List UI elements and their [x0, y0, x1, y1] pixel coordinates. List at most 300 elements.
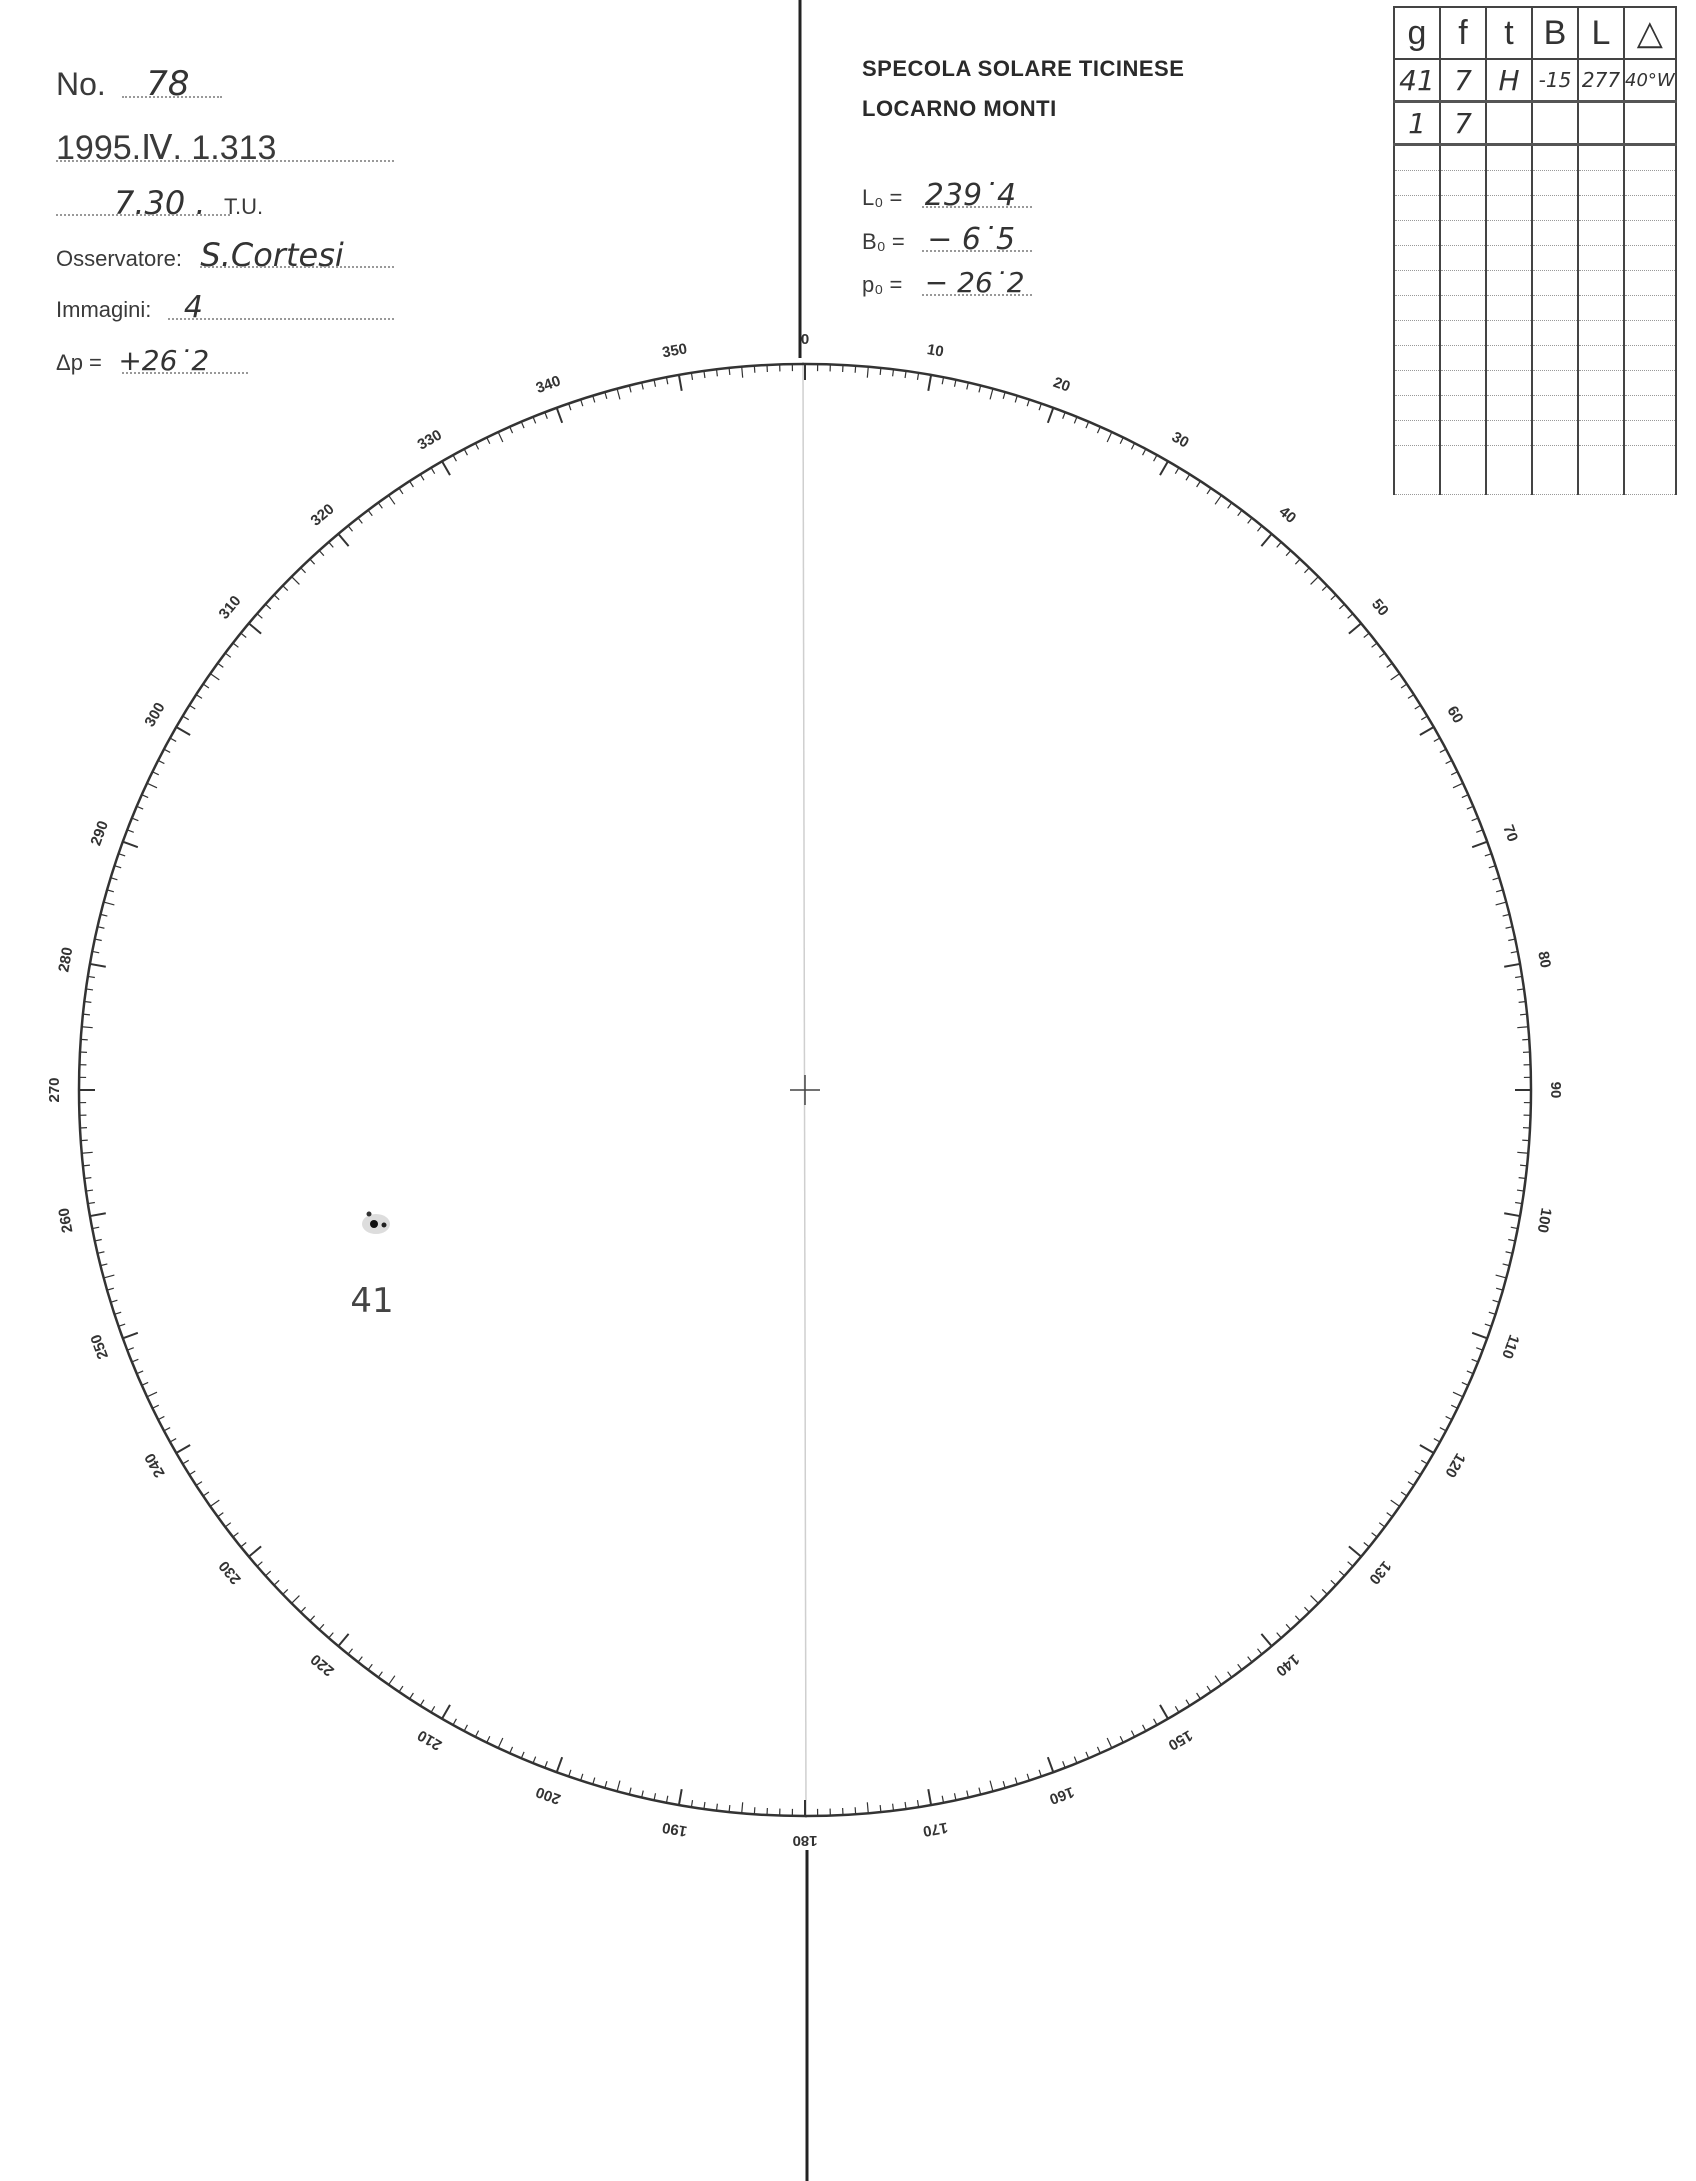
tick-mark	[1322, 1589, 1327, 1594]
tick-mark	[453, 455, 456, 461]
tick-mark	[1331, 1580, 1336, 1585]
tick-mark	[1143, 449, 1146, 455]
tick-mark	[1248, 518, 1252, 524]
tick-mark	[249, 623, 261, 633]
tick-mark	[225, 1523, 231, 1527]
tick-mark	[225, 653, 231, 657]
tick-mark	[1420, 727, 1434, 735]
tick-mark	[617, 1781, 620, 1792]
time-field	[114, 184, 263, 222]
tick-mark	[82, 1027, 93, 1028]
tick-mark	[1339, 604, 1344, 609]
tick-mark	[1027, 400, 1029, 407]
date-field	[56, 128, 276, 168]
cell-B: -15	[1532, 59, 1578, 102]
tick-mark	[104, 1275, 115, 1278]
tick-mark	[1421, 716, 1427, 720]
tick-mark	[1408, 695, 1414, 699]
tick-mark	[1015, 396, 1017, 403]
tick-mark	[1434, 1439, 1440, 1442]
tick-mark	[358, 1657, 362, 1663]
cell-f: 7	[1440, 59, 1486, 102]
tick-mark	[1451, 772, 1457, 775]
tick-mark	[581, 400, 583, 407]
tick-mark	[1131, 443, 1134, 449]
tick-label: 170	[921, 1818, 950, 1840]
tick-mark	[1074, 1757, 1077, 1763]
tick-mark	[368, 510, 372, 516]
tick-label: 270	[45, 1077, 63, 1103]
tick-mark	[967, 1791, 969, 1798]
tick-mark	[358, 518, 362, 524]
date-value: 1995.Ⅳ. 1.313	[56, 129, 277, 167]
tick-mark	[1520, 1165, 1527, 1166]
tick-mark	[475, 443, 478, 449]
tick-mark	[1304, 1607, 1309, 1612]
tick-mark	[928, 1789, 931, 1805]
tick-mark	[593, 1778, 595, 1785]
tick-mark	[442, 461, 450, 475]
tick-mark	[654, 1793, 655, 1800]
tick-mark	[1261, 1634, 1271, 1646]
tick-mark	[399, 1686, 403, 1692]
tick-mark	[979, 1788, 981, 1795]
table-row	[1394, 196, 1676, 221]
tick-mark	[679, 1789, 682, 1805]
tick-mark	[545, 1761, 548, 1768]
tick-mark	[265, 604, 270, 609]
tick-label: 230	[215, 1557, 245, 1588]
tick-mark	[1391, 1500, 1400, 1506]
cell-f: 7	[1440, 102, 1486, 145]
tick-mark	[420, 474, 424, 480]
table-row	[1394, 102, 1676, 145]
tick-mark	[1364, 633, 1369, 637]
tick-mark	[164, 1428, 170, 1431]
cell-delta: 40°W	[1624, 59, 1676, 102]
tick-mark	[431, 1706, 435, 1712]
tick-mark	[1257, 526, 1261, 531]
tick-mark	[1467, 806, 1473, 809]
tick-mark	[1348, 614, 1353, 619]
B0-label: B₀ =	[862, 229, 905, 254]
tick-label: 70	[1499, 822, 1522, 845]
tick-label: 90	[1547, 1081, 1565, 1099]
tick-mark	[1286, 550, 1291, 555]
tick-mark	[1493, 878, 1500, 880]
tick-label: 200	[533, 1783, 563, 1808]
tick-mark	[954, 380, 955, 387]
tick-mark	[1186, 474, 1190, 480]
tick-mark	[654, 380, 655, 387]
tick-mark	[101, 1264, 108, 1266]
table-row	[1394, 421, 1676, 446]
tick-label: 20	[1050, 373, 1073, 396]
tick-mark	[1485, 1324, 1492, 1326]
tick-mark	[183, 1460, 189, 1464]
tick-mark	[170, 738, 176, 741]
cell-L	[1578, 102, 1624, 145]
tick-mark	[954, 1793, 955, 1800]
tick-label: 160	[1047, 1783, 1077, 1808]
table-row	[1394, 171, 1676, 196]
tick-mark	[867, 1802, 868, 1813]
tick-mark	[283, 586, 288, 591]
tick-mark	[557, 1757, 562, 1772]
tick-mark	[487, 1736, 490, 1742]
tick-mark	[1154, 1719, 1157, 1725]
tick-mark	[1207, 488, 1211, 494]
tick-mark	[82, 1152, 93, 1153]
cell-L: 277	[1578, 59, 1624, 102]
tick-mark	[1364, 1542, 1369, 1546]
tick-mark	[115, 1312, 122, 1314]
tick-label: 350	[660, 340, 689, 362]
tick-mark	[867, 367, 868, 378]
tick-mark	[569, 1770, 571, 1777]
tick-mark	[893, 1804, 894, 1811]
tick-mark	[399, 488, 403, 494]
observer-dots	[200, 266, 394, 268]
tick-mark	[1506, 927, 1513, 929]
tick-mark	[410, 481, 414, 487]
tick-mark	[210, 674, 219, 680]
tick-mark	[464, 449, 467, 455]
tick-mark	[1446, 760, 1452, 763]
tick-mark	[210, 1500, 219, 1506]
tick-mark	[510, 427, 513, 433]
tick-mark	[1519, 1178, 1526, 1179]
tick-mark	[123, 1333, 138, 1338]
tick-mark	[1131, 1731, 1134, 1737]
images-label: Immagini:	[56, 297, 152, 322]
tick-label: 220	[307, 1650, 338, 1680]
tick-mark	[1339, 1571, 1344, 1576]
tick-mark	[292, 1596, 300, 1604]
tick-mark	[1349, 1546, 1361, 1556]
table-row	[1394, 321, 1676, 346]
tick-mark	[1415, 1471, 1421, 1475]
tick-mark	[378, 503, 382, 509]
header-B: B	[1532, 7, 1578, 59]
tick-mark	[979, 386, 981, 393]
sunspot-group-41	[362, 1212, 390, 1235]
tick-label: 240	[141, 1450, 169, 1481]
tick-mark	[218, 1513, 224, 1517]
tick-mark	[1485, 854, 1492, 856]
tick-mark	[152, 1405, 158, 1408]
observer-label: Osservatore:	[56, 246, 182, 271]
tick-mark	[729, 1805, 730, 1812]
observatory-location: LOCARNO MONTI	[862, 96, 1057, 121]
tick-mark	[274, 1580, 279, 1585]
tick-mark	[1097, 1747, 1100, 1753]
tick-mark	[152, 772, 158, 775]
tick-mark	[1408, 1482, 1414, 1486]
tick-mark	[569, 404, 571, 411]
tick-mark	[1489, 866, 1496, 868]
tick-mark	[1277, 542, 1282, 547]
images-dots	[168, 318, 394, 320]
L0-value: 239˙4	[924, 178, 1017, 213]
tick-mark	[1215, 1676, 1221, 1685]
number-dots	[122, 96, 222, 98]
tick-mark	[533, 417, 536, 423]
tick-mark	[164, 749, 170, 752]
tick-mark	[1503, 914, 1510, 916]
tick-mark	[1048, 1757, 1053, 1772]
tick-label: 300	[141, 699, 169, 730]
tick-mark	[475, 1731, 478, 1737]
tick-mark	[742, 367, 743, 378]
tick-mark	[283, 1589, 288, 1594]
tick-mark	[329, 542, 334, 547]
tick-mark	[533, 1757, 536, 1763]
tick-mark	[1215, 495, 1221, 504]
tick-mark	[679, 375, 682, 391]
tick-mark	[1295, 1616, 1300, 1621]
tick-mark	[389, 495, 395, 504]
tick-mark	[257, 614, 262, 619]
table-row	[1394, 246, 1676, 271]
tick-mark	[1228, 503, 1232, 509]
cell-g: 41	[1394, 59, 1440, 102]
cell-delta	[1624, 102, 1676, 145]
tick-mark	[1107, 432, 1112, 442]
cell-g: 1	[1394, 102, 1440, 145]
tick-mark	[83, 1014, 90, 1015]
tick-label: 150	[1165, 1726, 1196, 1754]
tick-mark	[1401, 1492, 1407, 1496]
tick-mark	[1387, 663, 1393, 667]
tick-mark	[1197, 1693, 1201, 1699]
tick-mark	[301, 1607, 306, 1612]
tick-mark	[498, 432, 503, 442]
tick-mark	[170, 1439, 176, 1442]
tick-mark	[203, 684, 209, 688]
table-row	[1394, 371, 1676, 396]
tick-mark	[1257, 1649, 1261, 1654]
tick-mark	[119, 854, 126, 856]
tick-mark	[717, 369, 718, 376]
tick-mark	[127, 830, 134, 833]
tick-mark	[158, 760, 164, 763]
tick-mark	[742, 1802, 743, 1813]
table-row	[1394, 145, 1676, 171]
table-row	[1394, 296, 1676, 321]
tick-label: 250	[87, 1332, 112, 1362]
tick-mark	[176, 727, 190, 735]
tick-mark	[310, 1616, 315, 1621]
tick-mark	[1331, 595, 1336, 600]
cell-t	[1486, 102, 1532, 145]
tick-mark	[1311, 577, 1319, 585]
tick-label: 80	[1534, 949, 1554, 970]
tick-mark	[1462, 795, 1468, 798]
tick-mark	[990, 389, 993, 400]
tick-mark	[642, 383, 644, 390]
tick-mark	[1186, 1700, 1190, 1706]
tick-mark	[189, 705, 195, 709]
tick-mark	[1120, 437, 1123, 443]
p0-value: − 26˙2	[924, 266, 1025, 299]
tick-mark	[1175, 468, 1179, 474]
time-unit: T.U.	[224, 194, 264, 219]
tick-mark	[257, 1562, 262, 1567]
tick-mark	[1295, 559, 1300, 564]
tick-mark	[1197, 481, 1201, 487]
tick-mark	[1063, 412, 1066, 419]
tick-mark	[593, 396, 595, 403]
tick-mark	[1086, 1752, 1089, 1758]
tick-mark	[1027, 1774, 1029, 1781]
tick-mark	[147, 1392, 157, 1397]
tick-mark	[1120, 1736, 1123, 1742]
date-dots	[56, 160, 394, 162]
tick-label: 100	[1533, 1206, 1555, 1235]
tick-mark	[521, 1752, 524, 1758]
tick-label: 260	[55, 1206, 77, 1235]
tick-mark	[90, 1213, 106, 1216]
tick-mark	[84, 1178, 91, 1179]
tick-mark	[880, 1805, 881, 1812]
tick-mark	[1503, 1264, 1510, 1266]
images-value: 4	[183, 290, 203, 325]
tick-mark	[487, 437, 490, 443]
tick-mark	[1401, 684, 1407, 688]
tick-mark	[510, 1747, 513, 1753]
tick-mark	[1453, 1392, 1463, 1397]
tick-mark	[1372, 1533, 1378, 1537]
tick-mark	[1207, 1686, 1211, 1692]
tick-mark	[1154, 455, 1157, 461]
tick-mark	[410, 1693, 414, 1699]
observer-field	[56, 236, 344, 274]
tick-mark	[1160, 1705, 1168, 1719]
tick-mark	[1286, 1624, 1291, 1629]
tick-mark	[617, 389, 620, 400]
tick-mark	[203, 1492, 209, 1496]
tick-mark	[1379, 653, 1385, 657]
tick-mark	[319, 550, 324, 555]
tick-mark	[249, 1546, 261, 1556]
tick-mark	[431, 468, 435, 474]
tick-mark	[132, 818, 138, 821]
tick-label: 190	[660, 1818, 689, 1840]
L0-label: L₀ =	[862, 185, 903, 210]
tick-mark	[928, 375, 931, 391]
tick-mark	[1048, 408, 1053, 423]
tick-mark	[104, 902, 115, 905]
tick-mark	[1349, 623, 1361, 633]
tick-mark	[115, 866, 122, 868]
tick-mark	[95, 1239, 102, 1240]
header-delta: △	[1624, 7, 1676, 59]
tick-mark	[729, 368, 730, 375]
tick-mark	[233, 1533, 239, 1537]
tick-mark	[1440, 1428, 1446, 1431]
table-row	[1394, 59, 1676, 102]
tick-mark	[1446, 1416, 1452, 1419]
tick-mark	[1496, 1275, 1507, 1278]
tick-mark	[338, 534, 348, 546]
tick-mark	[84, 1002, 91, 1003]
tick-mark	[1143, 1725, 1146, 1731]
tick-mark	[1451, 1405, 1457, 1408]
tick-mark	[378, 1672, 382, 1678]
tick-mark	[629, 1788, 631, 1795]
tick-mark	[1039, 1770, 1041, 1777]
tick-mark	[368, 1664, 372, 1670]
time-dots	[56, 214, 230, 216]
tick-mark	[1517, 1152, 1528, 1153]
tick-label: 40	[1275, 503, 1300, 527]
table-row	[1394, 221, 1676, 246]
tick-mark	[1304, 568, 1309, 573]
spot-group-label: 41	[350, 1281, 394, 1321]
tick-mark	[990, 1781, 993, 1792]
tick-mark	[83, 1165, 90, 1166]
tick-mark	[1472, 842, 1487, 847]
number-value: 78	[146, 64, 190, 104]
tick-mark	[1467, 1371, 1473, 1374]
tick-mark	[241, 1542, 246, 1546]
tick-mark	[101, 914, 108, 916]
tick-mark	[717, 1804, 718, 1811]
tick-mark	[1462, 1382, 1468, 1385]
tick-mark	[1311, 1596, 1319, 1604]
tick-mark	[1097, 427, 1100, 433]
tick-mark	[132, 1359, 138, 1362]
tick-mark	[196, 1482, 202, 1486]
tick-mark	[967, 383, 969, 390]
tick-mark	[158, 1416, 164, 1419]
tick-mark	[274, 595, 279, 600]
tick-mark	[629, 386, 631, 393]
tick-mark	[119, 1324, 126, 1326]
observatory-title: SPECOLA SOLARE TICINESE	[862, 56, 1185, 81]
table-row	[1394, 346, 1676, 371]
tick-mark	[1238, 1664, 1242, 1670]
tick-mark	[1476, 1348, 1483, 1351]
tick-mark	[1421, 1460, 1427, 1464]
tick-mark	[893, 369, 894, 376]
table-header-row	[1394, 7, 1676, 59]
tick-mark	[137, 806, 143, 809]
tick-mark	[1379, 1523, 1385, 1527]
tick-label: 140	[1272, 1650, 1303, 1680]
tick-mark	[1508, 1239, 1515, 1240]
tick-mark	[189, 1471, 195, 1475]
tick-label: 120	[1441, 1450, 1469, 1481]
tick-mark	[301, 568, 306, 573]
tick-mark	[1504, 1213, 1520, 1216]
tick-mark	[442, 1705, 450, 1719]
table-row	[1394, 446, 1676, 495]
tick-mark	[521, 422, 524, 428]
tick-mark	[1228, 1672, 1232, 1678]
tick-mark	[1039, 404, 1041, 411]
tick-mark	[1420, 1445, 1434, 1453]
tick-label: 0	[800, 330, 810, 348]
tick-mark	[1387, 1513, 1393, 1517]
tick-mark	[1520, 1014, 1527, 1015]
tick-label: 130	[1365, 1557, 1395, 1588]
tick-mark	[98, 1252, 105, 1254]
tick-label: 50	[1368, 595, 1392, 620]
tick-mark	[137, 1371, 143, 1374]
tick-mark	[265, 1571, 270, 1576]
